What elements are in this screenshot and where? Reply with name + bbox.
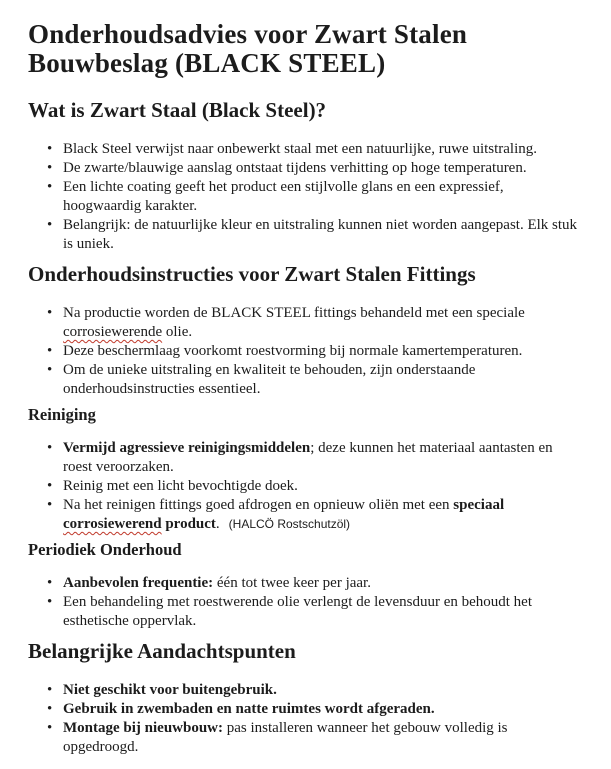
- list-item: [63, 216, 578, 254]
- bullet-list-reiniging: [28, 439, 578, 534]
- list-item: [63, 681, 533, 700]
- bullet-text-bold: speciaal: [453, 497, 505, 513]
- list-item: [63, 574, 578, 593]
- document-title: Onderhoudsadvies voor Zwart Stalen Bouwbeslag (BLACK STEEL): [28, 19, 468, 78]
- misspelled-word: corrosiewerend: [63, 516, 162, 532]
- bullet-text: De zwarte/blauwige aanslag ontstaat tijdens verhitting op hoge temperaturen.: [63, 160, 527, 176]
- bullet-text: één tot twee keer per jaar.: [213, 575, 371, 591]
- subsection-heading-reiniging: Reiniging: [28, 405, 96, 424]
- list-item: [63, 439, 578, 477]
- bullet-text: pas installeren wanneer het gebouw volledig is opgedroogd.: [63, 720, 508, 755]
- bullet-text: Om de unieke uitstraling en kwaliteit te behouden, zijn onderstaande onderhoudsinstructies essentieel.: [63, 362, 476, 397]
- bullet-text: Black Steel verwijst naar onbewerkt staal met een natuurlijke, ruwe uitstraling.: [63, 141, 538, 157]
- bullet-text: Na productie worden de BLACK STEEL fittings behandeld met een speciale: [63, 305, 525, 321]
- list-item: [63, 496, 578, 534]
- bullet-text: Belangrijk: de natuurlijke kleur en uitstraling kunnen niet worden aangepast. Elk stuk is uniek.: [63, 217, 578, 252]
- list-item: [63, 178, 578, 216]
- section-heading-wat-is-zwart-staal: Wat is Zwart Staal (Black Steel)?: [28, 98, 327, 122]
- list-item: [63, 361, 578, 399]
- list-item: [63, 477, 578, 496]
- list-item: [63, 700, 533, 719]
- bullet-text-bold: Montage bij nieuwbouw:: [63, 720, 224, 736]
- list-item: [63, 719, 533, 757]
- bullet-list-belangrijke-aandachtspunten: [28, 681, 578, 757]
- bullet-text: .: [215, 516, 220, 532]
- bullet-text: ; deze kunnen het materiaal aantasten en roest veroorzaken.: [63, 440, 553, 475]
- bullet-text: Na het reinigen fittings goed afdrogen en opnieuw oliën met een: [63, 497, 454, 513]
- misspelled-word: corrosiewerende: [63, 324, 163, 340]
- section-heading-belangrijke-aandachtspunten: Belangrijke Aandachtspunten: [28, 639, 296, 663]
- bullet-text: Een behandeling met roestwerende olie verlengt de levensduur en behoudt het esthetische oppervlak.: [63, 594, 532, 629]
- list-item: [63, 304, 578, 342]
- bullet-text-bold: Aanbevolen frequentie:: [63, 575, 214, 591]
- list-item: [63, 159, 578, 178]
- subsection-heading-periodiek-onderhoud: Periodiek Onderhoud: [28, 540, 182, 559]
- bullet-text: Een lichte coating geeft het product een stijlvolle glans en een expressief, hoogwaardig karakter.: [63, 179, 504, 214]
- list-item: [63, 140, 578, 159]
- bullet-list-periodiek-onderhoud: [28, 574, 578, 631]
- product-note: (HALCÖ Rostschutzöl): [228, 517, 351, 531]
- bullet-list-onderhoudsinstructies: [28, 304, 578, 399]
- bullet-text-bold: Gebruik in zwembaden en natte ruimtes wordt afgeraden.: [63, 701, 435, 717]
- section-heading-onderhoudsinstructies: Onderhoudsinstructies voor Zwart Stalen Fittings: [28, 262, 476, 286]
- bullet-text-bold: Vermijd agressieve reinigingsmiddelen: [63, 440, 311, 456]
- bullet-list-wat-is: [28, 140, 578, 254]
- list-item: [63, 593, 578, 631]
- bullet-text-bold: product: [161, 516, 216, 532]
- bullet-text: olie.: [162, 324, 193, 340]
- bullet-text: Deze beschermlaag voorkomt roestvorming bij normale kamertemperaturen.: [63, 343, 523, 359]
- bullet-text: Reinig met een licht bevochtigde doek.: [63, 478, 298, 494]
- list-item: [63, 342, 578, 361]
- bullet-text-bold: Niet geschikt voor buitengebruik.: [63, 682, 277, 698]
